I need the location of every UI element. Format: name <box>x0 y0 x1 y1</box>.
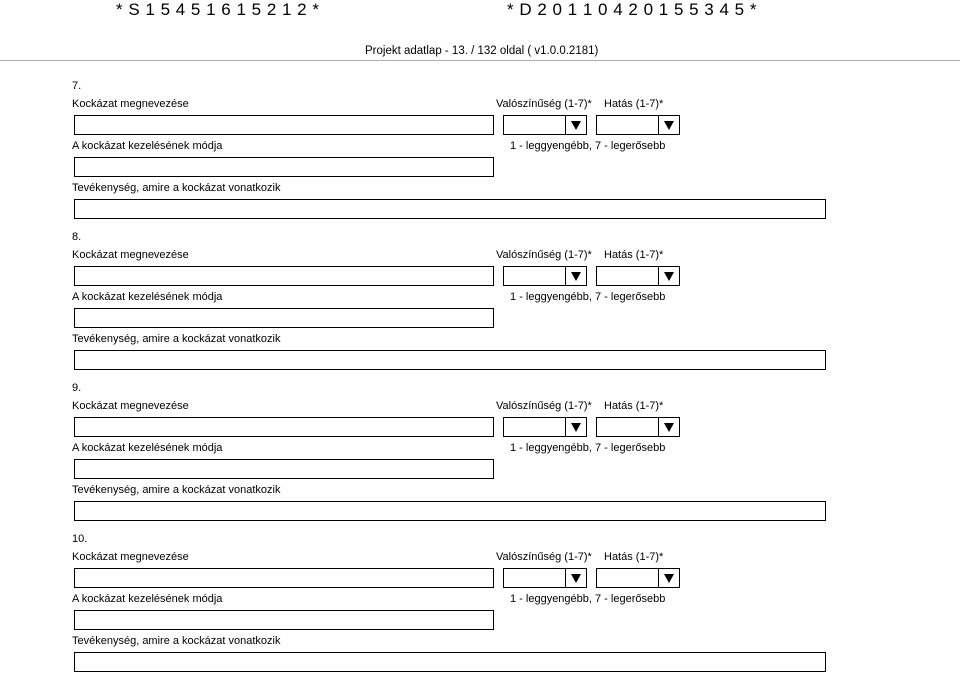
risk-name-label: Kockázat megnevezése <box>72 551 189 563</box>
dropdown-button[interactable] <box>658 116 679 134</box>
dropdown-button[interactable] <box>658 418 679 436</box>
treatment-input[interactable] <box>74 308 494 328</box>
risk-block-8 <box>0 231 960 381</box>
treatment-input[interactable] <box>74 157 494 177</box>
probability-label: Valószínűség (1-7)* <box>496 551 592 563</box>
dropdown-button[interactable] <box>565 569 586 587</box>
risk-block-10 <box>0 533 960 683</box>
probability-label: Valószínűség (1-7)* <box>496 249 592 261</box>
scale-note: 1 - leggyengébb, 7 - legerősebb <box>510 140 666 152</box>
activity-input[interactable] <box>74 350 826 370</box>
probability-select[interactable] <box>503 568 587 588</box>
triangle-down-icon <box>664 121 674 130</box>
risk-block-7 <box>0 80 960 230</box>
scale-note: 1 - leggyengébb, 7 - legerősebb <box>510 291 666 303</box>
risk-name-input[interactable] <box>74 417 494 437</box>
risk-block-9 <box>0 382 960 532</box>
probability-select[interactable] <box>503 417 587 437</box>
activity-input[interactable] <box>74 199 826 219</box>
risk-number: 9. <box>72 382 82 394</box>
impact-select[interactable] <box>596 266 680 286</box>
triangle-down-icon <box>571 272 581 281</box>
triangle-down-icon <box>664 272 674 281</box>
activity-label: Tevékenység, amire a kockázat vonatkozik <box>72 484 281 496</box>
probability-select[interactable] <box>503 266 587 286</box>
dropdown-button[interactable] <box>565 116 586 134</box>
treatment-input[interactable] <box>74 610 494 630</box>
risk-name-label: Kockázat megnevezése <box>72 249 189 261</box>
impact-label: Hatás (1-7)* <box>604 249 664 261</box>
probability-label: Valószínűség (1-7)* <box>496 98 592 110</box>
treatment-label: A kockázat kezelésének módja <box>72 140 223 152</box>
scale-note: 1 - leggyengébb, 7 - legerősebb <box>510 442 666 454</box>
barcode-right: * D 2 0 1 1 0 4 2 0 1 5 5 3 4 5 * <box>507 0 757 19</box>
activity-label: Tevékenység, amire a kockázat vonatkozik <box>72 333 281 345</box>
dropdown-button[interactable] <box>565 267 586 285</box>
triangle-down-icon <box>571 574 581 583</box>
risk-name-input[interactable] <box>74 266 494 286</box>
treatment-input[interactable] <box>74 459 494 479</box>
scale-note: 1 - leggyengébb, 7 - legerősebb <box>510 593 666 605</box>
probability-label: Valószínűség (1-7)* <box>496 400 592 412</box>
risk-number: 10. <box>72 533 88 545</box>
dropdown-button[interactable] <box>565 418 586 436</box>
probability-select[interactable] <box>503 115 587 135</box>
barcode-left: * S 1 5 4 5 1 6 1 5 2 1 2 * <box>116 0 320 19</box>
activity-input[interactable] <box>74 652 826 672</box>
impact-select[interactable] <box>596 417 680 437</box>
risk-name-input[interactable] <box>74 115 494 135</box>
dropdown-button[interactable] <box>658 267 679 285</box>
triangle-down-icon <box>571 121 581 130</box>
risk-number: 8. <box>72 231 82 243</box>
risk-number: 7. <box>72 80 82 92</box>
header-divider <box>0 60 960 61</box>
triangle-down-icon <box>664 423 674 432</box>
treatment-label: A kockázat kezelésének módja <box>72 442 223 454</box>
page-subtitle: Projekt adatlap - 13. / 132 oldal ( v1.0.0.2181) <box>365 45 599 57</box>
activity-input[interactable] <box>74 501 826 521</box>
triangle-down-icon <box>664 574 674 583</box>
dropdown-button[interactable] <box>658 569 679 587</box>
activity-label: Tevékenység, amire a kockázat vonatkozik <box>72 182 281 194</box>
impact-select[interactable] <box>596 115 680 135</box>
risk-name-input[interactable] <box>74 568 494 588</box>
risk-name-label: Kockázat megnevezése <box>72 400 189 412</box>
risk-name-label: Kockázat megnevezése <box>72 98 189 110</box>
impact-select[interactable] <box>596 568 680 588</box>
treatment-label: A kockázat kezelésének módja <box>72 593 223 605</box>
treatment-label: A kockázat kezelésének módja <box>72 291 223 303</box>
activity-label: Tevékenység, amire a kockázat vonatkozik <box>72 635 281 647</box>
impact-label: Hatás (1-7)* <box>604 98 664 110</box>
impact-label: Hatás (1-7)* <box>604 400 664 412</box>
triangle-down-icon <box>571 423 581 432</box>
impact-label: Hatás (1-7)* <box>604 551 664 563</box>
